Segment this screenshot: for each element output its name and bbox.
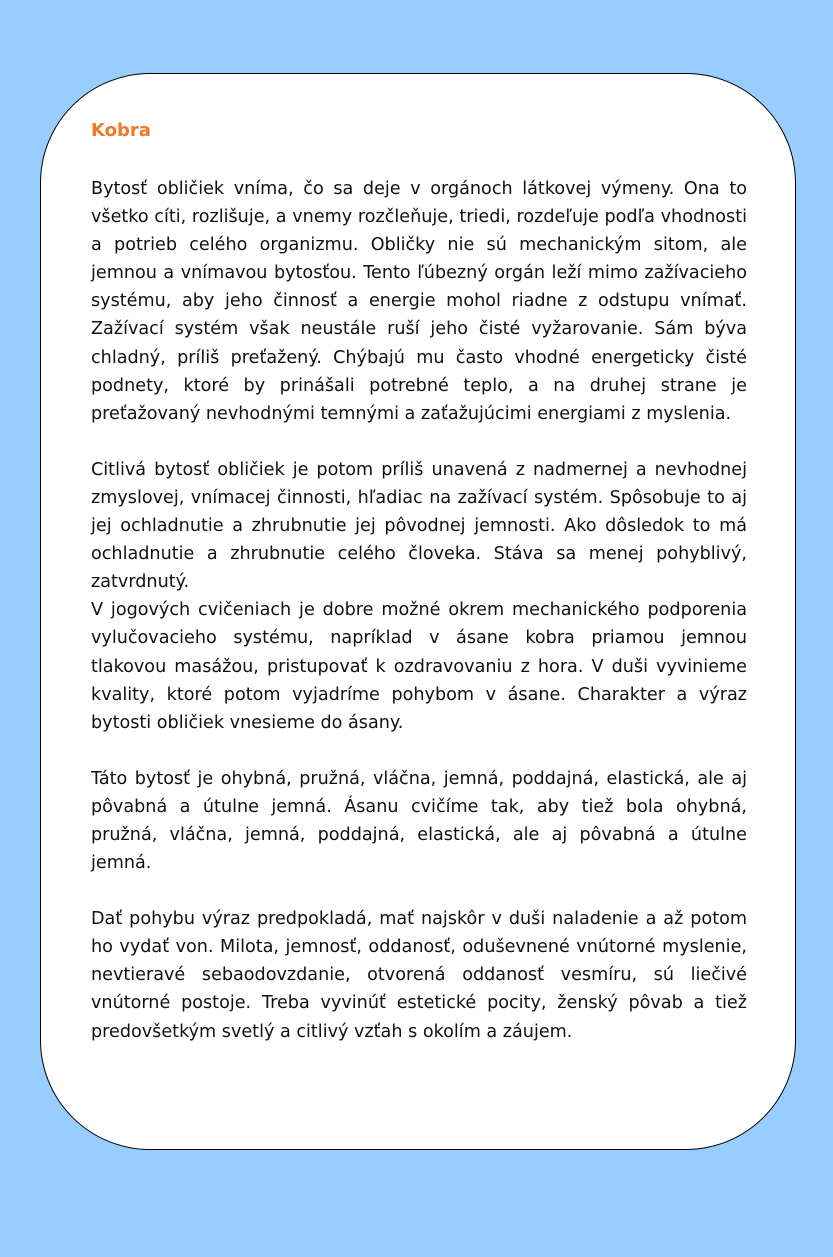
paragraph-2: Citlivá bytosť obličiek je potom príliš unavená z nadmernej a nevhodnej zmyslovej, vnímacej činnosti, hľadiac na zažívací systém. Spôsobuje to aj jej ochladnutie a zhrubnutie jej pôvodnej jemnosti. Ako dôsledok to má ochladnutie a zhrubnutie celého človeka. Stáva sa menej pohyblivý, zatvrdnutý. [91, 459, 747, 593]
paragraph-3: V jogových cvičeniach je dobre možné okrem mechanického podporenia vylučovacieho systému, napríklad v ásane kobra priamou jemnou tlakovou masážou, pristupovať k ozdravovaniu z hora. V duši vyvinieme kvality, ktoré potom vyjadríme pohybom v ásane. Charakter a výraz bytosti obličiek vnesieme do ásany. [91, 600, 747, 733]
spacer [91, 428, 747, 456]
paragraph-1: Bytosť obličiek vníma, čo sa deje v orgánoch látkovej výmeny. Ona to všetko cíti, rozlišuje, a vnemy rozčleňuje, triedi, rozdeľuje podľa vhodnosti a potrieb celého organizmu. Obličky nie sú mechanickým sitom, ale jemnou a vnímavou bytosťou. Tento ľúbezný orgán leží mimo zažívacieho systému, aby jeho činnosť a energie mohol riadne z odstupu vnímať. Zažívací systém však neustále ruší jeho čisté vyžarovanie. Sám býva chladný, príliš preťažený. Chýbajú mu často vhodné energeticky čisté podnety, ktoré by prinášali potrebné teplo, a na druhej strane je preťažovaný nevhodnými temnými a zaťažujúcimi energiami z myslenia. [91, 179, 747, 424]
paragraph-4: Táto bytosť je ohybná, pružná, vláčna, jemná, poddajná, elastická, ale aj pôvabná a útulne jemná. Ásanu cvičíme tak, aby tiež bola ohybná, pružná, vláčna, jemná, poddajná, elastická, ale aj pôvabná a útulne jemná. [91, 768, 747, 874]
spacer [91, 737, 747, 765]
paragraph-5: Dať pohybu výraz predpokladá, mať najskôr v duši naladenie a až potom ho vydať von. Milota, jemnosť, oddanosť, oduševnené vnútorné myslenie, nevtieravé sebaodovzdanie, otvorená oddanosť vesmíru, sú liečivé vnútorné postoje. Treba vyvinúť estetické pocity, ženský pôvab a tiež predovšetkým svetlý a citlivý vzťah s okolím a záujem. [91, 909, 747, 1042]
content-card [40, 73, 796, 1150]
document-body [91, 120, 747, 1046]
spacer [91, 142, 747, 175]
document-title: Kobra [91, 120, 151, 141]
spacer [91, 877, 747, 905]
